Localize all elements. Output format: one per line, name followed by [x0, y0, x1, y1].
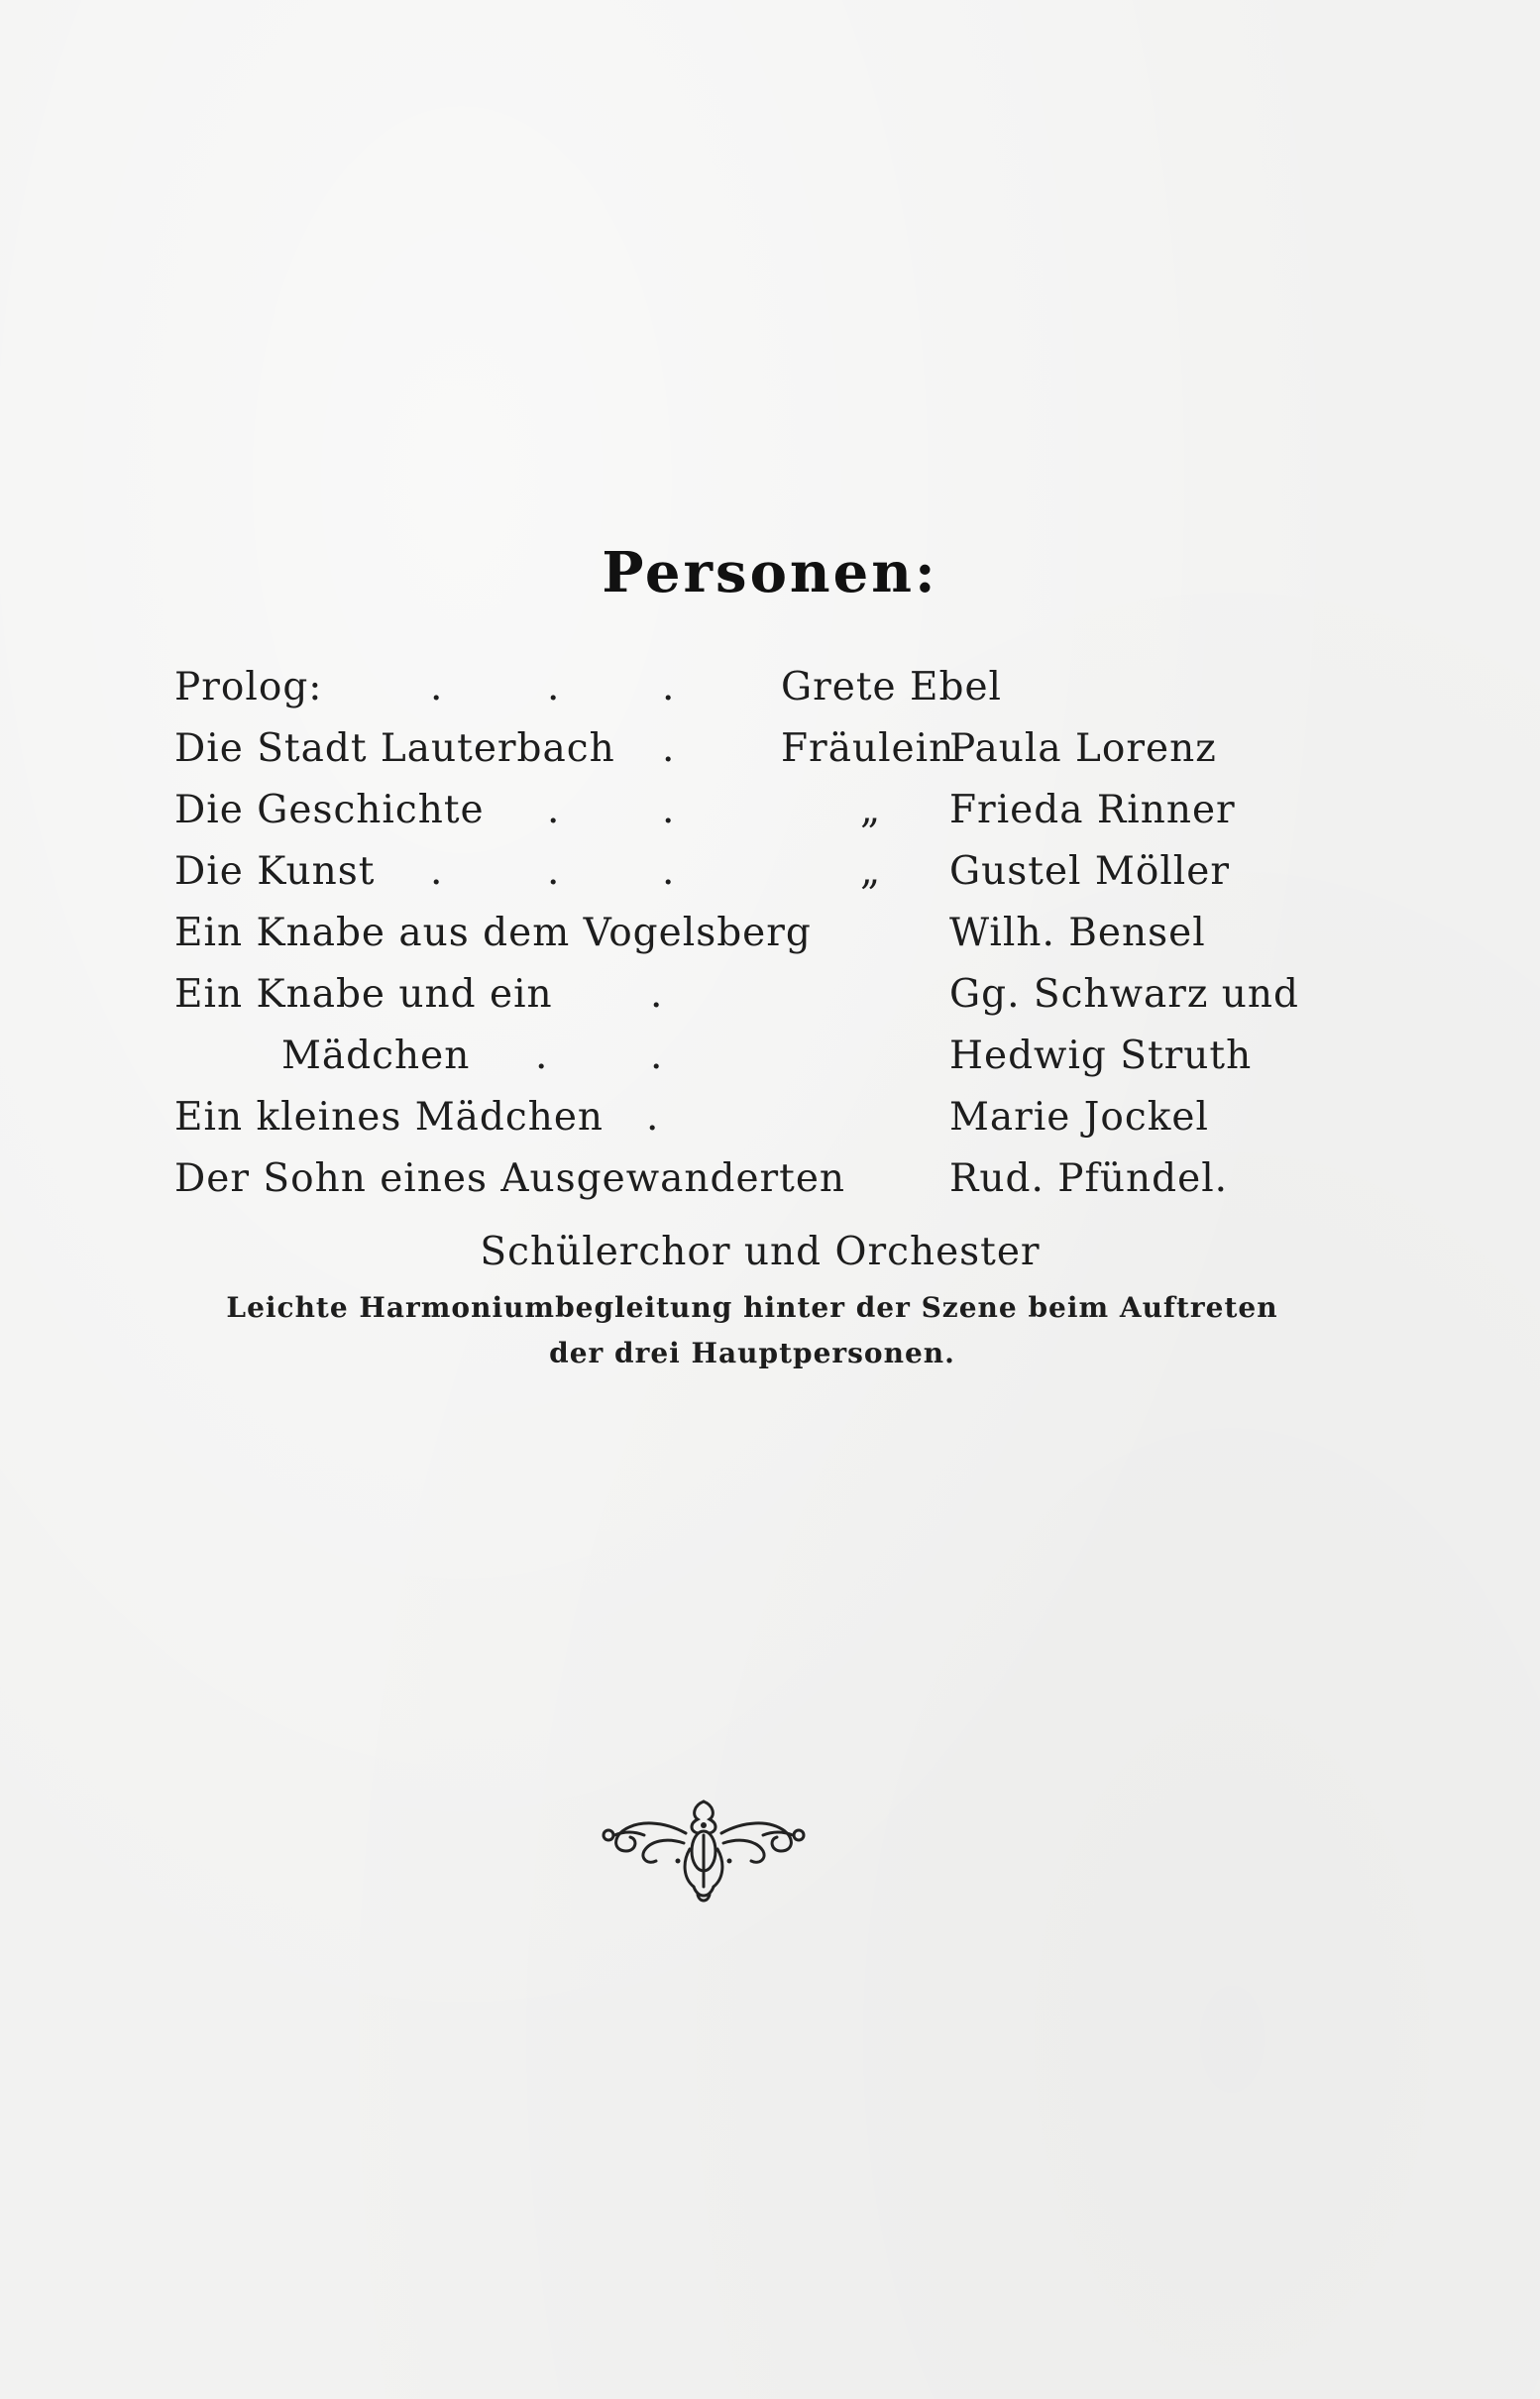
ditto-mark: „ [860, 849, 882, 894]
cast-actor: Gustel Möller [949, 849, 1230, 894]
cast-row [0, 967, 1540, 1023]
leader-dot: . [662, 665, 676, 709]
cast-role: Die Stadt Lauterbach [174, 726, 615, 771]
cast-row [0, 660, 1540, 715]
cast-role: Die Geschichte [174, 788, 485, 832]
cast-prefix: Fräulein [781, 726, 955, 771]
leader-dot: . [430, 665, 444, 709]
cast-role: Die Kunst [174, 849, 376, 894]
cast-row [0, 783, 1540, 838]
cast-row [0, 1090, 1540, 1145]
cast-row [0, 1151, 1540, 1207]
cast-actor: Hedwig Struth [949, 1034, 1253, 1078]
leader-dot: . [547, 788, 561, 832]
cast-row [0, 906, 1540, 961]
cast-row [0, 1029, 1540, 1084]
chorus-line: Schülerchor und Orchester [480, 1230, 1041, 1274]
leader-dot: . [662, 726, 676, 771]
page-title: Personen: [602, 540, 938, 605]
cast-actor: Rud. Pfündel. [949, 1156, 1229, 1201]
cast-role: Prolog: [174, 665, 323, 709]
ditto-mark: „ [860, 788, 882, 832]
staging-note-line: Leichte Harmoniumbegleitung hinter der Szene beim Auftreten [226, 1291, 1278, 1324]
cast-actor: Paula Lorenz [949, 726, 1217, 771]
cast-actor: Wilh. Bensel [949, 911, 1206, 955]
cast-role: Ein Knabe und ein [174, 972, 553, 1017]
leader-dot: . [430, 849, 444, 894]
cast-role: Mädchen [281, 1034, 471, 1078]
cast-actor: Frieda Rinner [949, 788, 1236, 832]
cast-actor: Gg. Schwarz und [949, 972, 1300, 1017]
leader-dot: . [650, 1034, 664, 1078]
cast-row [0, 844, 1540, 900]
leader-dot: . [547, 665, 561, 709]
cast-row [0, 721, 1540, 777]
cast-actor: Grete Ebel [781, 665, 1003, 709]
leader-dot: . [646, 1095, 660, 1140]
leader-dot: . [547, 849, 561, 894]
leader-dot: . [662, 849, 676, 894]
staging-note-line: der drei Hauptpersonen. [549, 1337, 955, 1369]
leader-dot: . [535, 1034, 549, 1078]
leader-dot: . [650, 972, 664, 1017]
cast-role: Der Sohn eines Ausgewanderten [174, 1156, 846, 1201]
leader-dot: . [662, 788, 676, 832]
cast-role: Ein kleines Mädchen [174, 1095, 605, 1140]
cast-role: Ein Knabe aus dem Vogelsberg [174, 911, 812, 955]
floral-vignette-icon [595, 1792, 813, 1910]
cast-actor: Marie Jockel [949, 1095, 1209, 1140]
